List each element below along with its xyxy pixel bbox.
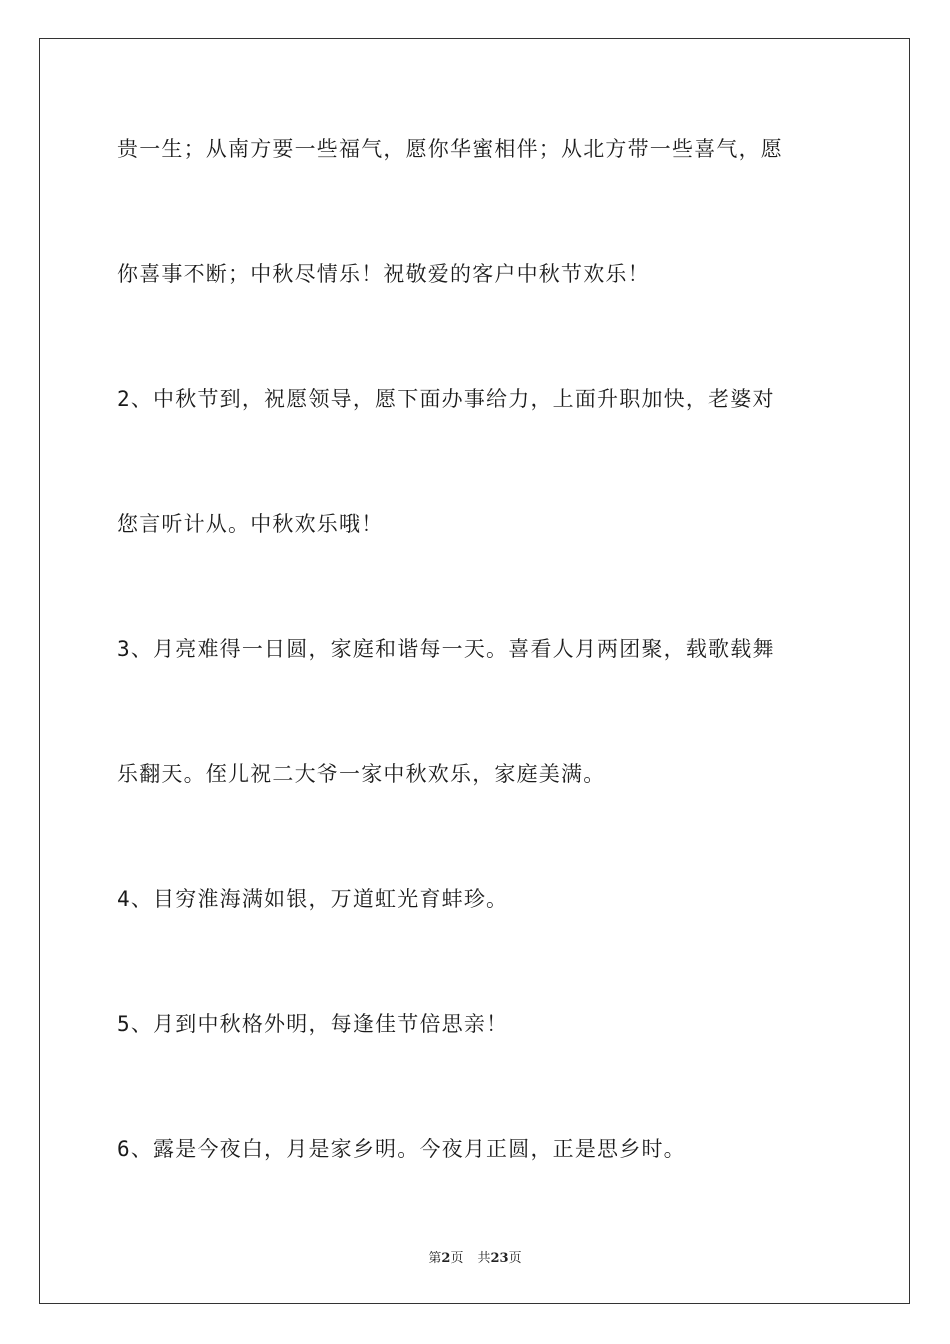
text-line-4: 您言听计从。中秋欢乐哦！ <box>117 512 384 536</box>
footer-total-pages: 23 <box>490 1251 509 1266</box>
footer-page-number: 2 <box>441 1251 451 1266</box>
text-line-6: 乐翻天。侄儿祝二大爷一家中秋欢乐，家庭美满。 <box>117 762 606 786</box>
text-line-2: 你喜事不断；中秋尽情乐！祝敬爱的客户中秋节欢乐！ <box>117 262 650 286</box>
text-line-9: 6、露是今夜白，月是家乡明。今夜月正圆，正是思乡时。 <box>117 1137 686 1161</box>
text-line-3: 2、中秋节到，祝愿领导，愿下面办事给力，上面升职加快，老婆对 <box>117 387 775 411</box>
text-line-8: 5、月到中秋格外明，每逢佳节倍思亲！ <box>117 1012 509 1036</box>
page-border <box>39 38 910 1304</box>
page-footer <box>0 1247 950 1266</box>
footer-page-suffix: 页 <box>450 1251 464 1266</box>
text-line-1: 贵一生；从南方要一些福气，愿你华蜜相伴；从北方带一些喜气，愿 <box>117 137 783 161</box>
text-line-5: 3、月亮难得一日圆，家庭和谐每一天。喜看人月两团聚，载歌载舞 <box>117 637 775 661</box>
text-line-7: 4、目穷淮海满如银，万道虹光育蚌珍。 <box>117 887 509 911</box>
footer-total-prefix: 共 <box>477 1251 491 1266</box>
footer-total-suffix: 页 <box>508 1251 522 1266</box>
footer-page-prefix: 第 <box>428 1251 442 1266</box>
